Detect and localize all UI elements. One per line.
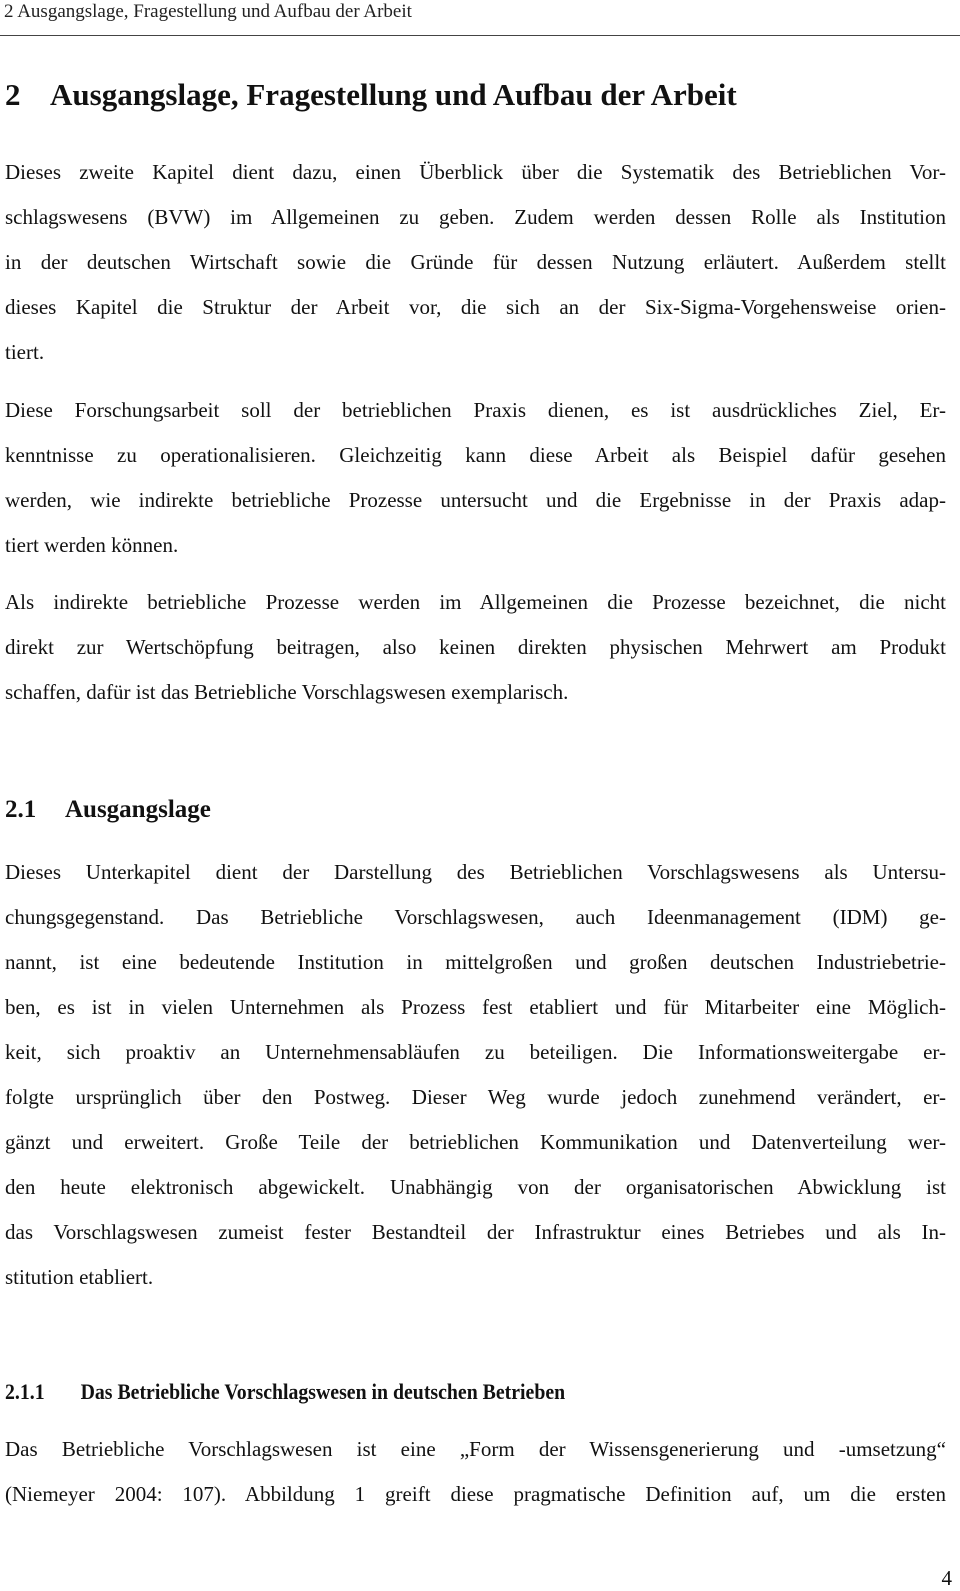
text-line: stitution etabliert. bbox=[5, 1265, 154, 1289]
text-line: in der deutschen Wirtschaft sowie die Gründe für dessen Nutzung erläutert. Außerdem stellt bbox=[5, 250, 946, 274]
paragraph bbox=[5, 388, 946, 568]
text-line: keit, sich proaktiv an Unternehmensabläufen zu beteiligen. Die Informationsweitergabe er- bbox=[5, 1040, 946, 1064]
subsection-heading bbox=[5, 1377, 565, 1407]
subsection-number: 2.1.1 bbox=[5, 1379, 45, 1404]
text-line: das Vorschlagswesen zumeist fester Bestandteil der Infrastruktur eines Betriebes und als In- bbox=[5, 1220, 946, 1244]
text-line: Als indirekte betriebliche Prozesse werden im Allgemeinen die Prozesse bezeichnet, die nicht bbox=[5, 590, 946, 614]
section-number: 2.1 bbox=[5, 796, 37, 823]
paragraph bbox=[5, 1427, 946, 1517]
text-line: tiert werden können. bbox=[5, 533, 179, 557]
header-rule bbox=[0, 35, 960, 36]
section-heading bbox=[5, 792, 211, 828]
text-line: Dieses Unterkapitel dient der Darstellung des Betrieblichen Vorschlagswesens als Untersu- bbox=[5, 860, 946, 884]
text-line: ben, es ist in vielen Unternehmen als Prozess fest etabliert und für Mitarbeiter eine Möglich- bbox=[5, 995, 946, 1019]
text-line: folgte ursprünglich über den Postweg. Dieser Weg wurde jedoch zunehmend verändert, er- bbox=[5, 1085, 946, 1109]
section-title: Ausgangslage bbox=[65, 796, 211, 823]
text-line: direkt zur Wertschöpfung beitragen, also keinen direkten physischen Mehrwert am Produkt bbox=[5, 635, 946, 659]
chapter-title: Ausgangslage, Fragestellung und Aufbau der Arbeit bbox=[50, 77, 737, 112]
chapter-heading bbox=[5, 74, 737, 116]
paragraph bbox=[5, 150, 946, 375]
text-line: Dieses zweite Kapitel dient dazu, einen Überblick über die Systematik des Betrieblichen Vor- bbox=[5, 160, 946, 184]
text-line: den heute elektronisch abgewickelt. Unabhängig von der organisatorischen Abwicklung ist bbox=[5, 1175, 946, 1199]
text-line: Das Betriebliche Vorschlagswesen ist eine „Form der Wissensgenerierung und -umsetzung“ bbox=[5, 1437, 946, 1461]
text-line: schaffen, dafür ist das Betriebliche Vorschlagswesen exemplarisch. bbox=[5, 680, 569, 704]
text-line: chungsgegenstand. Das Betriebliche Vorschlagswesen, auch Ideenmanagement (IDM) ge- bbox=[5, 905, 946, 929]
text-line: werden, wie indirekte betriebliche Prozesse untersucht und die Ergebnisse in der Praxis adap- bbox=[5, 488, 946, 512]
text-line: kenntnisse zu operationalisieren. Gleichzeitig kann diese Arbeit als Beispiel dafür gesehen bbox=[5, 443, 946, 467]
text-line: tiert. bbox=[5, 340, 45, 364]
text-line: Diese Forschungsarbeit soll der betrieblichen Praxis dienen, es ist ausdrückliches Ziel, Er- bbox=[5, 398, 946, 422]
text-line: nannt, ist eine bedeutende Institution in mittelgroßen und großen deutschen Industriebetrie- bbox=[5, 950, 946, 974]
text-line: dieses Kapitel die Struktur der Arbeit vor, die sich an der Six-Sigma-Vorgehensweise orien- bbox=[5, 295, 946, 319]
paragraph bbox=[5, 580, 946, 715]
paragraph bbox=[5, 850, 946, 1300]
chapter-number: 2 bbox=[5, 77, 21, 112]
text-line: gänzt und erweitert. Große Teile der betrieblichen Kommunikation und Datenverteilung wer- bbox=[5, 1130, 946, 1154]
page-number: 4 bbox=[941, 1566, 952, 1590]
subsection-title: Das Betriebliche Vorschlagswesen in deutschen Betrieben bbox=[80, 1379, 566, 1404]
text-line: schlagswesens (BVW) im Allgemeinen zu geben. Zudem werden dessen Rolle als Institution bbox=[5, 205, 946, 229]
running-head: 2 Ausgangslage, Fragestellung und Aufbau der Arbeit bbox=[4, 1, 412, 22]
text-line: (Niemeyer 2004: 107). Abbildung 1 greift diese pragmatische Definition auf, um die ersten bbox=[5, 1482, 946, 1506]
